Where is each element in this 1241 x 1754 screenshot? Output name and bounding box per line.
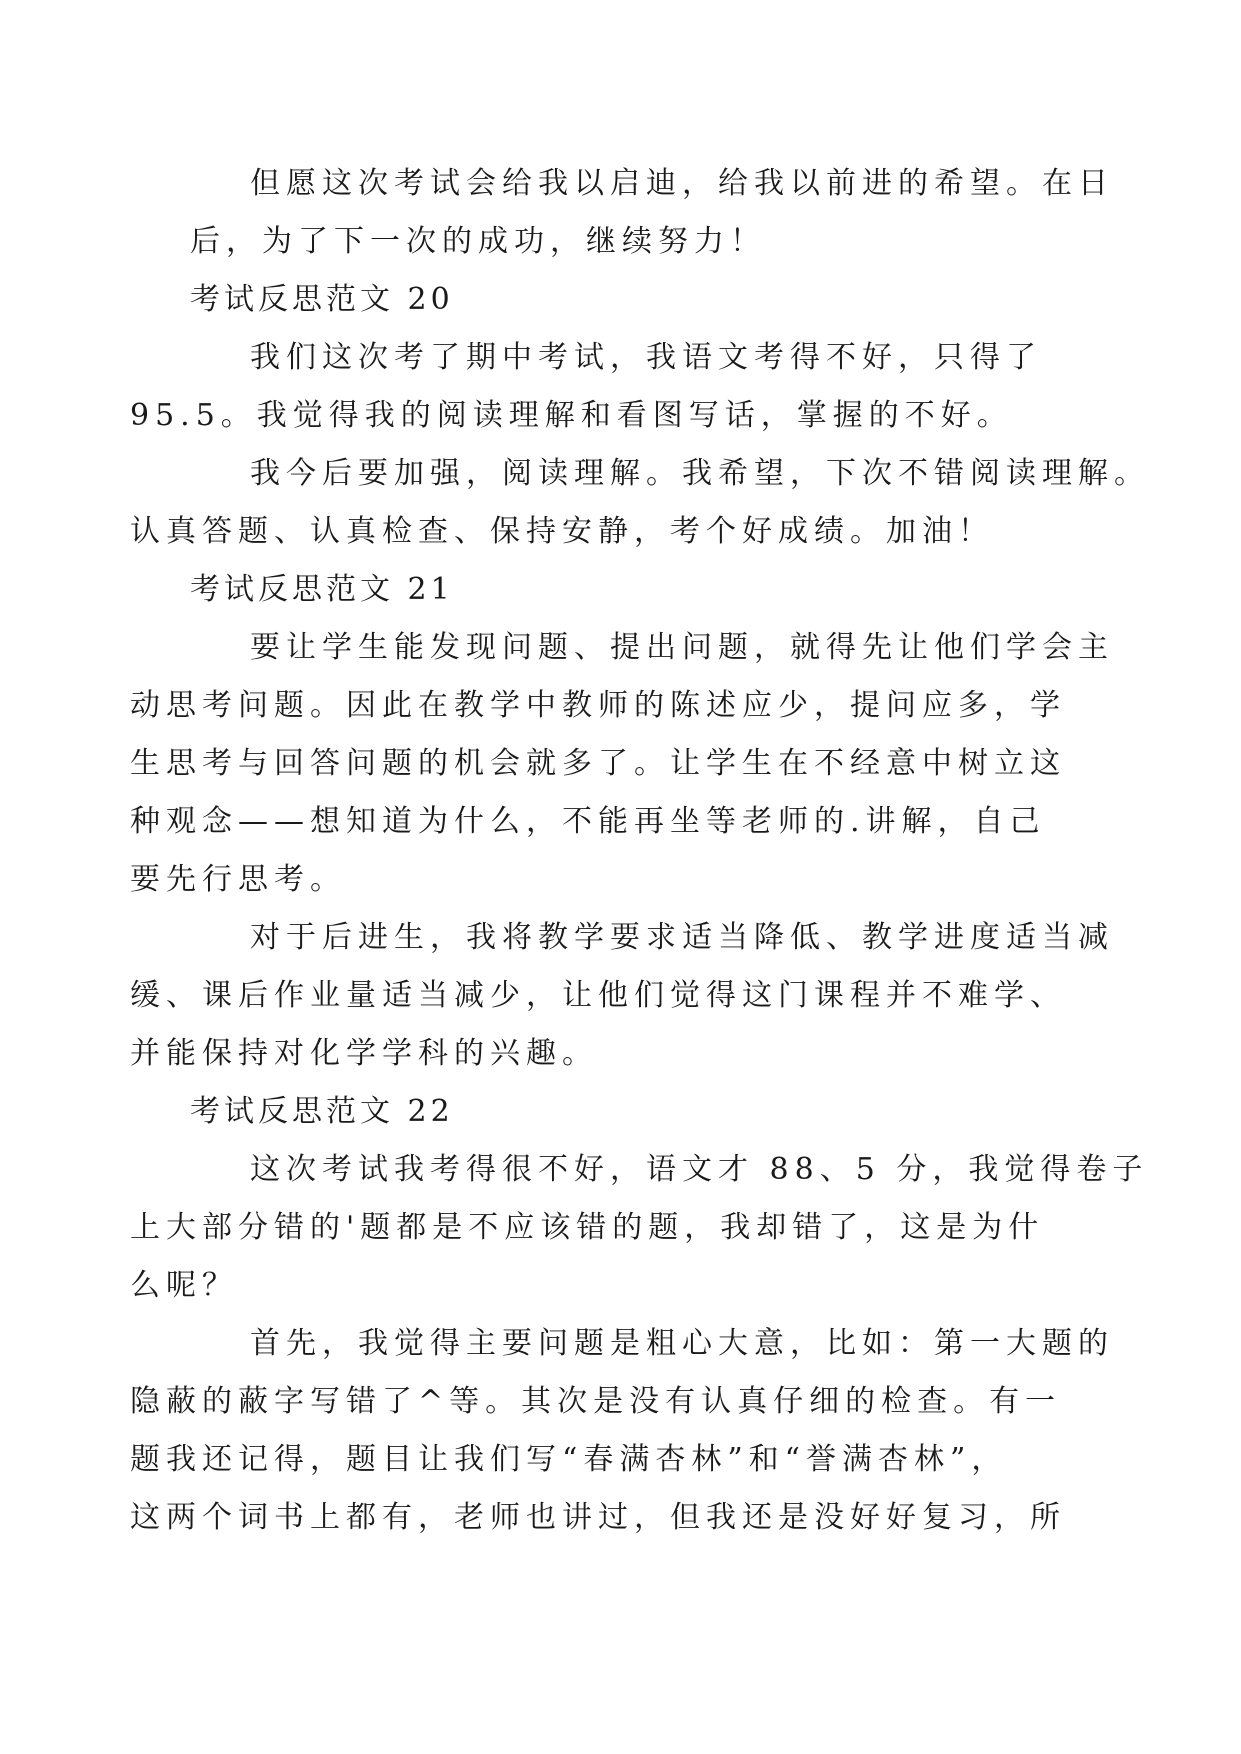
text-line: 认真答题、认真检查、保持安静，考个好成绩。加油！ [130,514,994,549]
paragraph [130,329,1050,445]
text-line: 隐蔽的蔽字写错了^等。其次是没有认真仔细的检查。有一 [130,1384,1062,1419]
text-line: 上大部分错的'题都是不应该错的题，我却错了，这是为什 [130,1210,1045,1245]
paragraph [130,445,1150,561]
text-line: 但愿这次考试会给我以启迪，给我以前进的希望。在日 [250,166,1114,201]
text-line: 对于后进生，我将教学要求适当降低、教学进度适当减 [250,920,1114,955]
paragraph [130,619,1114,909]
paragraph [130,1141,1149,1315]
text-line: 并能保持对化学学科的兴趣。 [130,1036,598,1071]
paragraph [130,909,1114,1083]
text-line: 种观念——想知道为什么，不能再坐等老师的.讲解，自己 [130,804,1046,839]
text-line: 首先，我觉得主要问题是粗心大意，比如：第一大题的 [250,1326,1114,1361]
text-line: 生思考与回答问题的机会就多了。让学生在不经意中树立这 [130,746,1066,781]
text-line: 95.5。我觉得我的阅读理解和看图写话，掌握的不好。 [130,398,1013,433]
section-heading: 考试反思范文 22 [190,1094,454,1129]
text-line: 我们这次考了期中考试，我语文考得不好，只得了 [250,340,1042,375]
section-heading: 考试反思范文 21 [190,572,454,607]
text-line: 题我还记得，题目让我们写“春满杏林”和“誉满杏林”， [130,1442,1008,1477]
text-line: 要让学生能发现问题、提出问题，就得先让他们学会主 [250,630,1114,665]
text-line: 么呢？ [130,1268,238,1303]
text-line: 这次考试我考得很不好，语文才 88、5 分，我觉得卷子 [250,1152,1149,1187]
text-line: 动思考问题。因此在教学中教师的陈述应少，提问应多，学 [130,688,1066,723]
document-body [130,155,1150,1547]
text-line: 缓、课后作业量适当减少，让他们觉得这门课程并不难学、 [130,978,1066,1013]
paragraph [130,1315,1114,1547]
text-line: 要先行思考。 [130,862,346,897]
text-line: 这两个词书上都有，老师也讲过，但我还是没好好复习，所 [130,1500,1066,1535]
text-line: 后，为了下一次的成功，继续努力！ [190,224,766,259]
section-heading: 考试反思范文 20 [190,282,454,317]
paragraph [190,155,1114,271]
text-line: 我今后要加强，阅读理解。我希望，下次不错阅读理解。 [250,456,1150,491]
